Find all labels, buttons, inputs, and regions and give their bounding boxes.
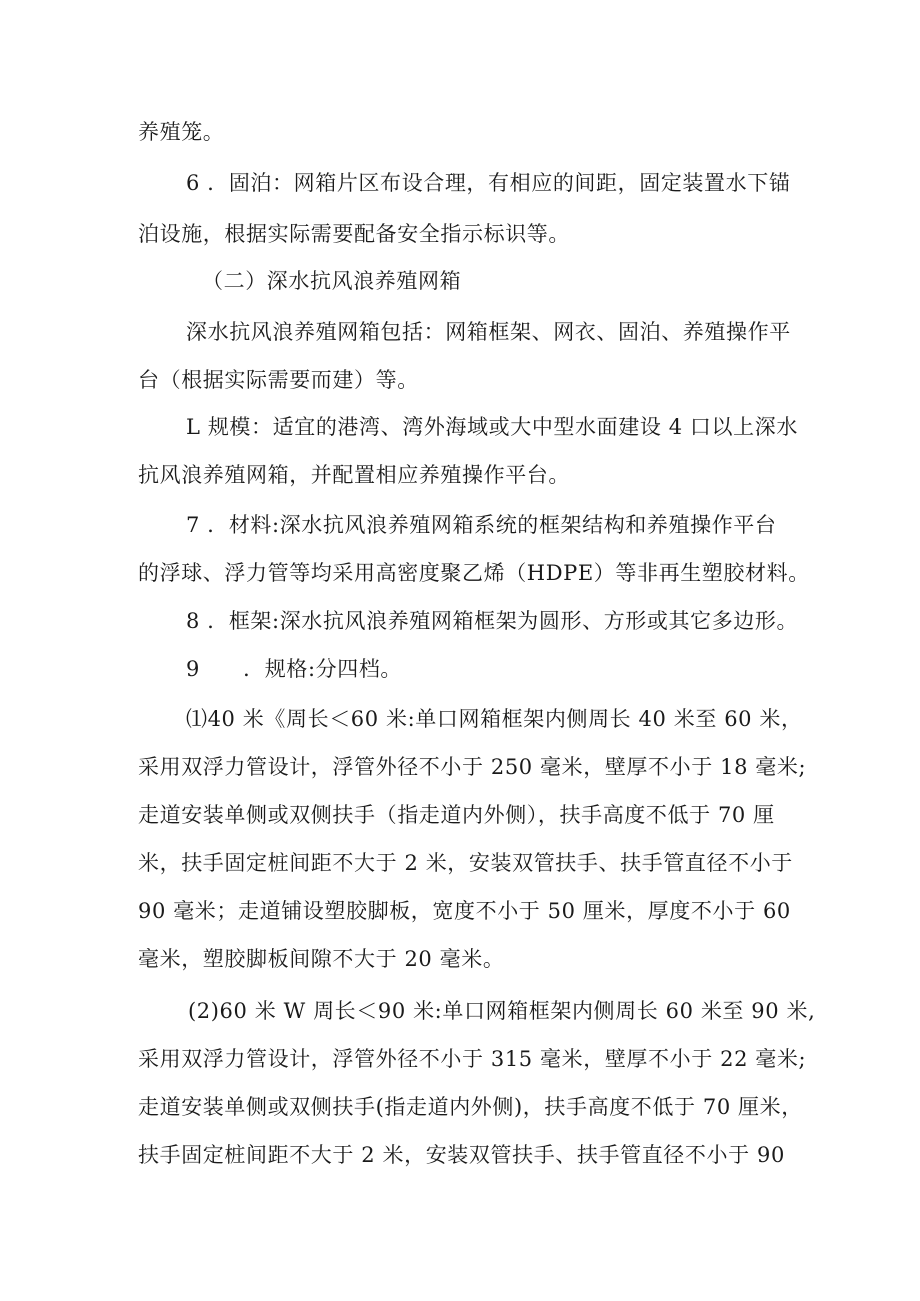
spec-2-line-3: 走道安装单侧或双侧扶手(指走道内外侧)，扶手高度不低于 70 厘米， — [138, 1095, 803, 1119]
list-item-7-line-2: 的浮球、浮力管等均采用高密度聚乙烯（HDPE）等非再生塑胶材料。 — [138, 561, 810, 585]
spec-1-line-6: 毫米，塑胶脚板间隙不大于 20 毫米。 — [138, 947, 505, 971]
spec-1-line-2: 采用双浮力管设计，浮管外径不小于 250 毫米，壁厚不小于 18 毫米; — [138, 755, 807, 779]
list-item-8: 8 ．框架:深水抗风浪养殖网箱框架为圆形、方形或其它多边形。 — [186, 609, 799, 633]
text-line: 养殖笼。 — [138, 120, 225, 144]
spec-1-line-3: 走道安装单侧或双侧扶手（指走道内外侧），扶手高度不低于 70 厘 — [138, 803, 775, 827]
section-heading: （二）深水抗风浪养殖网箱 — [202, 269, 462, 293]
list-item-9: 9 ．规格:分四档。 — [186, 657, 403, 681]
paragraph-line: 台（根据实际需要而建）等。 — [138, 368, 419, 392]
spec-2-line-4: 扶手固定桩间距不大于 2 米，安装双管扶手、扶手管直径不小于 90 — [138, 1143, 785, 1167]
list-item-scale-line-2: 抗风浪养殖网箱，并配置相应养殖操作平台。 — [138, 463, 570, 487]
spec-1-line-5: 90 毫米；走道铺设塑胶脚板，宽度不小于 50 厘米，厚度不小于 60 — [138, 899, 791, 923]
spec-2-line-1: (2)60 米 W 周长＜90 米:单口网箱框架内侧周长 60 米至 90 米, — [188, 999, 816, 1023]
spec-2-line-2: 采用双浮力管设计，浮管外径不小于 315 毫米，壁厚不小于 22 毫米; — [138, 1047, 807, 1071]
list-item-7-line-1: 7 ．材料:深水抗风浪养殖网箱系统的框架结构和养殖操作平台 — [186, 513, 777, 537]
list-item-6-line-1: 6 ．固泊：网箱片区布设合理，有相应的间距，固定装置水下锚 — [186, 171, 791, 195]
list-item-6-line-2: 泊设施，根据实际需要配备安全指示标识等。 — [138, 222, 570, 246]
spec-1-line-4: 米，扶手固定桩间距不大于 2 米，安装双管扶手、扶手管直径不小于 — [138, 851, 793, 875]
paragraph-line: 深水抗风浪养殖网箱包括：网箱框架、网衣、固泊、养殖操作平 — [186, 320, 791, 344]
spec-1-line-1: ⑴40 米《周长＜60 米:单口网箱框架内侧周长 40 米至 60 米， — [186, 707, 803, 731]
list-item-scale-line-1: L 规模：适宜的港湾、湾外海域或大中型水面建设 4 口以上深水 — [186, 415, 798, 439]
